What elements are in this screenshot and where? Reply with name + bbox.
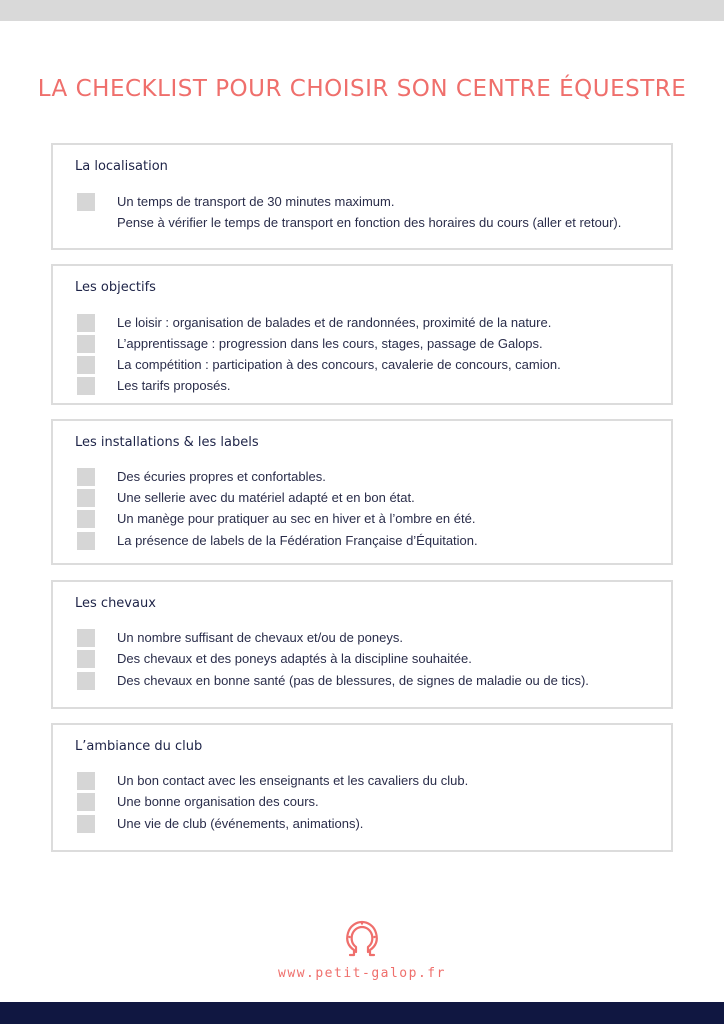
checkbox[interactable] <box>77 629 95 647</box>
section-title: L’ambiance du club <box>75 739 203 754</box>
section-localisation <box>51 143 673 250</box>
checkbox[interactable] <box>77 468 95 486</box>
checkbox[interactable] <box>77 532 95 550</box>
checkbox[interactable] <box>77 510 95 528</box>
page-title: LA CHECKLIST POUR CHOISIR SON CENTRE ÉQUESTRE <box>37 76 687 102</box>
checkbox[interactable] <box>77 193 95 211</box>
item-text: Une vie de club (événements, animations). <box>117 816 364 831</box>
item-text: Le loisir : organisation de balades et de randonnées, proximité de la nature. <box>117 315 552 330</box>
checklist-item <box>77 509 657 529</box>
checkbox[interactable] <box>77 772 95 790</box>
item-text: Un manège pour pratiquer au sec en hiver et à l’ombre en été. <box>117 511 476 526</box>
section-objectifs <box>51 264 673 405</box>
item-text: Des écuries propres et confortables. <box>117 469 326 484</box>
checkbox[interactable] <box>77 335 95 353</box>
item-text: Les tarifs proposés. <box>117 378 231 393</box>
checkbox[interactable] <box>77 650 95 668</box>
checkbox[interactable] <box>77 314 95 332</box>
checklist-item <box>77 628 657 648</box>
checkbox[interactable] <box>77 815 95 833</box>
item-text: Un temps de transport de 30 minutes maximum. <box>117 194 395 209</box>
top-band <box>0 0 724 21</box>
checklist-item <box>77 376 657 396</box>
item-text: Des chevaux en bonne santé (pas de blessures, de signes de maladie ou de tics). <box>117 673 589 688</box>
checklist-item <box>77 355 657 375</box>
checklist-item <box>77 334 657 354</box>
section-installations <box>51 419 673 565</box>
section-title: Les objectifs <box>75 280 156 295</box>
checklist-item <box>77 313 657 333</box>
item-text: La compétition : participation à des concours, cavalerie de concours, camion. <box>117 357 561 372</box>
section-title: Les chevaux <box>75 596 156 611</box>
checklist-item <box>77 531 657 551</box>
checklist-item <box>77 792 657 812</box>
item-text: Des chevaux et des poneys adaptés à la discipline souhaitée. <box>117 651 472 666</box>
bottom-band <box>0 1002 724 1024</box>
horseshoe-icon <box>340 915 384 959</box>
item-text: La présence de labels de la Fédération Française d’Équitation. <box>117 533 478 548</box>
checkbox[interactable] <box>77 489 95 507</box>
checkbox[interactable] <box>77 793 95 811</box>
checkbox[interactable] <box>77 672 95 690</box>
checklist-item <box>77 649 657 669</box>
website-link[interactable]: www.petit-galop.fr <box>278 966 446 981</box>
item-text: Une sellerie avec du matériel adapté et en bon état. <box>117 490 415 505</box>
section-chevaux <box>51 580 673 709</box>
checklist-item <box>77 488 657 508</box>
item-text: L’apprentissage : progression dans les cours, stages, passage de Galops. <box>117 336 543 351</box>
checklist-item <box>77 814 657 834</box>
section-ambiance <box>51 723 673 852</box>
checklist-item <box>77 771 657 791</box>
item-text: Un bon contact avec les enseignants et les cavaliers du club. <box>117 773 469 788</box>
item-text: Un nombre suffisant de chevaux et/ou de poneys. <box>117 630 403 645</box>
item-note: Pense à vérifier le temps de transport en fonction des horaires du cours (aller et retour). <box>117 215 622 230</box>
item-text: Une bonne organisation des cours. <box>117 794 319 809</box>
checklist-item <box>77 467 657 487</box>
section-title: Les installations & les labels <box>75 435 259 450</box>
section-title: La localisation <box>75 159 168 174</box>
checkbox[interactable] <box>77 356 95 374</box>
checklist-item <box>77 192 657 212</box>
checklist-item <box>77 671 657 691</box>
checkbox[interactable] <box>77 377 95 395</box>
